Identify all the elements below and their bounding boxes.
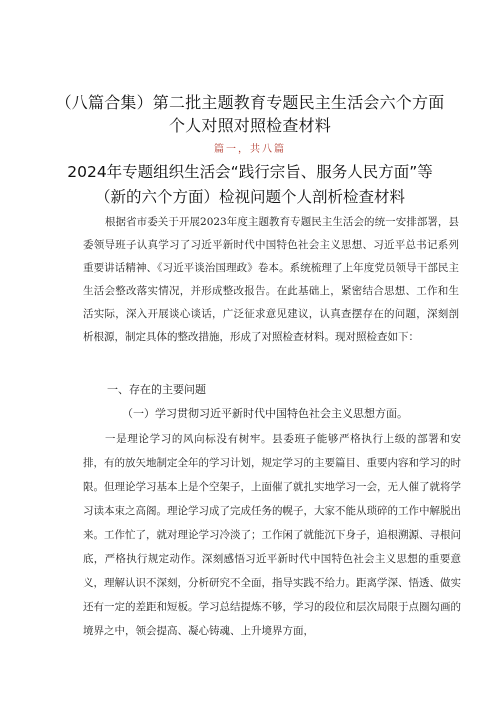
body-paragraph: 一是理论学习的风向标没有树牢。县委班子能够严格执行上级的部署和安排，有的放矢地制定全年的学习计划，规定学习的主要篇目、重要内容和学习的时限。但理论学习基本上是个空架子，上面催了就扎实地学习一会，无人催了就将学习读本束之高阁。理论学习成了完成任务的幌子，大家不能从琐碎的工作中解脱出来。工作忙了，就对理论学习冷淡了；工作闲了就能沉下身子，追根溯源、寻根问底，严格执行规定动作。深刻感悟习近平新时代中国特色社会主义思想的重要意义，理解认识不深刻，分析研究不全面，指导实践不给力。距离学深、悟透、做实还有一定的差距和短板。学习总结提炼不够，学习的段位和层次局限于点圈勾画的境界之中，领会提高、凝心铸魂、上升境界方面， [83, 433, 461, 637]
document-title-line-1: （八篇合集）第二批主题教育专题民主生活会六个方面 [55, 93, 445, 112]
document-title-line-2: 个人对照对照检查材料 [168, 116, 331, 135]
article-title-line-2: （新的六个方面）检视问题个人剖析检查材料 [94, 188, 405, 206]
section-heading: 一、存在的主要问题 [107, 383, 206, 396]
part-label: 篇一，共八篇 [214, 144, 286, 155]
article-title-line-1: 2024年专题组织生活会“践行宗旨、服务人民方面”等 [67, 163, 433, 181]
subsection-heading: （一）学习贯彻习近平新时代中国特色社会主义思想方面。 [122, 407, 408, 420]
intro-paragraph: 根据省市委关于开展2023年度主题教育专题民主生活会的统一安排部署，县委领导班子认真学习了习近平新时代中国特色社会主义思想、习近平总书记系列重要讲话精神、《习近平谈治国理政》卷本。系统梳理了上年度党员领导干部民主生活会整改落实情况，并形成整改报告。在此基础上，紧密结合思想、工作和生活实际，深入开展谈心谈话，广泛征求意见建议，认真查摆存在的问题，深刻剖析根源，制定具体的整改措施，形成了对照检查材料。现对照检查如下： [83, 216, 459, 343]
